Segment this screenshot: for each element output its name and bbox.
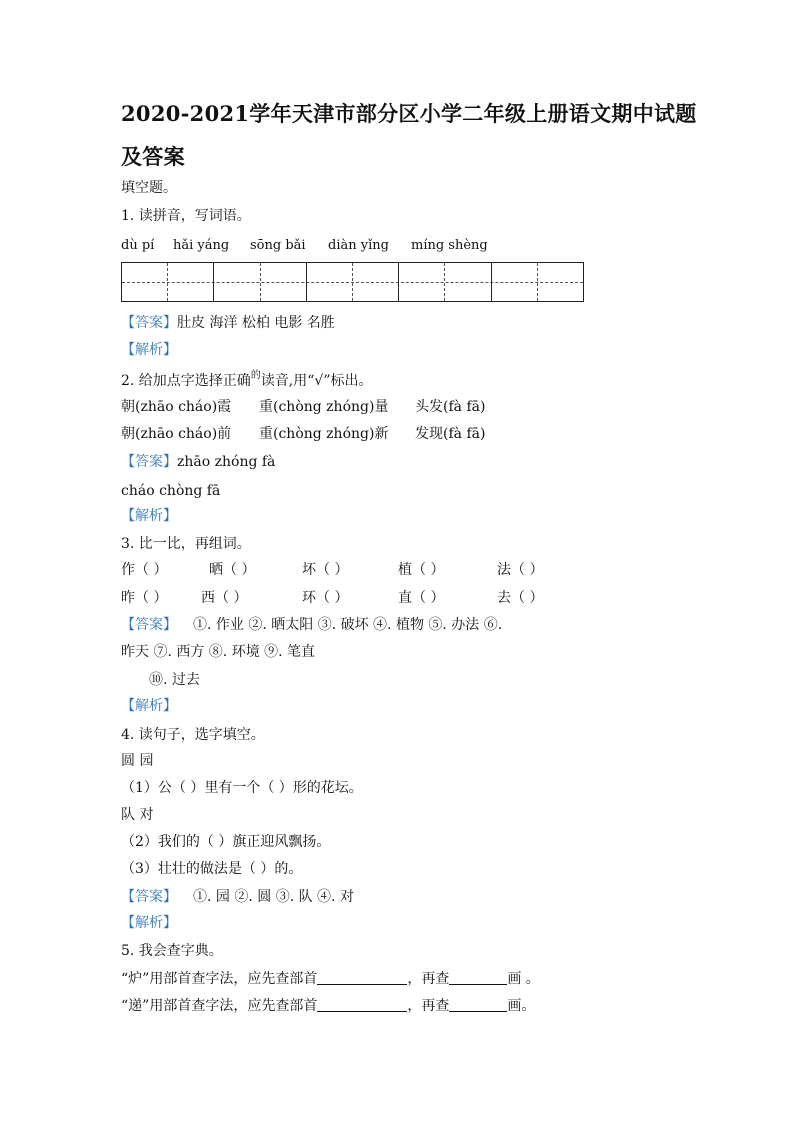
q2-answer-cont: cháo chòng fā xyxy=(121,483,221,499)
q2-answer: 【答案】zhāo zhóng fà xyxy=(121,454,276,470)
grid-cell xyxy=(445,263,491,301)
grid-cell xyxy=(168,263,214,301)
fill-blank xyxy=(449,997,507,1012)
grid-cell xyxy=(353,263,399,301)
q1-answer: 【答案】肚皮 海洋 松柏 电影 名胜 xyxy=(121,315,335,331)
q4-sentence-3: （3）壮壮的做法是（ ）的。 xyxy=(121,861,303,877)
q2-prompt: 2. 给加点字选择正确$^的$读音,用“√”标出。 xyxy=(121,370,373,389)
q5-line-2: “递”用部首查字法，应先查部首 ，再查 画。 xyxy=(121,998,536,1014)
q4-sentence-2: （2）我们的（ ）旗正迎风飘扬。 xyxy=(121,834,331,850)
q1-pinyin-row xyxy=(121,237,488,255)
grid-cell xyxy=(492,263,538,301)
q3-row-2: 昨（ ） 西（ ） 环（ ） 直（ ） 去（ ） xyxy=(121,590,544,606)
q5-line-1: “炉”用部首查字法，应先查部首 ，再查 画 。 xyxy=(121,971,540,987)
q4-answer: 【答案】 ①. 园 ②. 圆 ③. 队 ④. 对 xyxy=(121,889,354,905)
page-title-cont: 及答案 xyxy=(121,144,185,169)
q4-char-pair-2: 队 对 xyxy=(121,807,154,823)
page-title: 2020-2021学年天津市部分区小学二年级上册语文期中试题 xyxy=(121,101,697,126)
fill-blank xyxy=(449,970,507,985)
pinyin: míng shèng xyxy=(411,238,488,253)
q4-sentence-1: （1）公（ ）里有一个（ ）形的花坛。 xyxy=(121,780,363,796)
q2-analysis-tag: 【解析】 xyxy=(121,508,177,524)
pinyin: diàn yǐng xyxy=(328,238,389,253)
section-heading: 填空题。 xyxy=(121,180,177,196)
writing-grid xyxy=(121,262,584,302)
grid-cell xyxy=(538,263,583,301)
grid-cell xyxy=(399,263,445,301)
q4-prompt: 4. 读句子，选字填空。 xyxy=(121,727,265,743)
q3-answer-last: ⑩. 过去 xyxy=(149,672,200,688)
pinyin: hǎi yáng xyxy=(173,238,230,253)
grid-cell xyxy=(214,263,260,301)
q3-prompt: 3. 比一比，再组词。 xyxy=(121,536,251,552)
q1-prompt: 1. 读拼音，写词语。 xyxy=(121,208,251,224)
pinyin: dù pí xyxy=(121,238,155,253)
q2-row-2: 朝(zhāo cháo)前 重(chòng zhóng)新 发现(fà fā) xyxy=(121,426,486,442)
q1-analysis-tag: 【解析】 xyxy=(121,342,177,358)
fill-blank xyxy=(317,997,407,1012)
grid-cell xyxy=(261,263,307,301)
q4-analysis-tag: 【解析】 xyxy=(121,915,177,931)
q2-row-1: 朝(zhāo cháo)霞 重(chòng zhóng)量 头发(fà fā) xyxy=(121,399,486,415)
pinyin: sōng bǎi xyxy=(250,238,306,253)
grid-cell xyxy=(122,263,168,301)
q5-prompt: 5. 我会查字典。 xyxy=(121,943,223,959)
q3-answer-cont: 昨天 ⑦. 西方 ⑧. 环境 ⑨. 笔直 xyxy=(121,644,316,660)
q3-answer: 【答案】 ①. 作业 ②. 晒太阳 ③. 破坏 ④. 植物 ⑤. 办法 ⑥. xyxy=(121,617,503,633)
answer-tag: 【答案】 xyxy=(121,315,177,331)
grid-cell xyxy=(307,263,353,301)
q4-char-pair-1: 圆 园 xyxy=(121,753,154,769)
q3-analysis-tag: 【解析】 xyxy=(121,698,177,714)
q3-row-1: 作（ ） 晒（ ） 坏（ ） 植（ ） 法（ ） xyxy=(121,562,544,578)
fill-blank xyxy=(317,970,407,985)
